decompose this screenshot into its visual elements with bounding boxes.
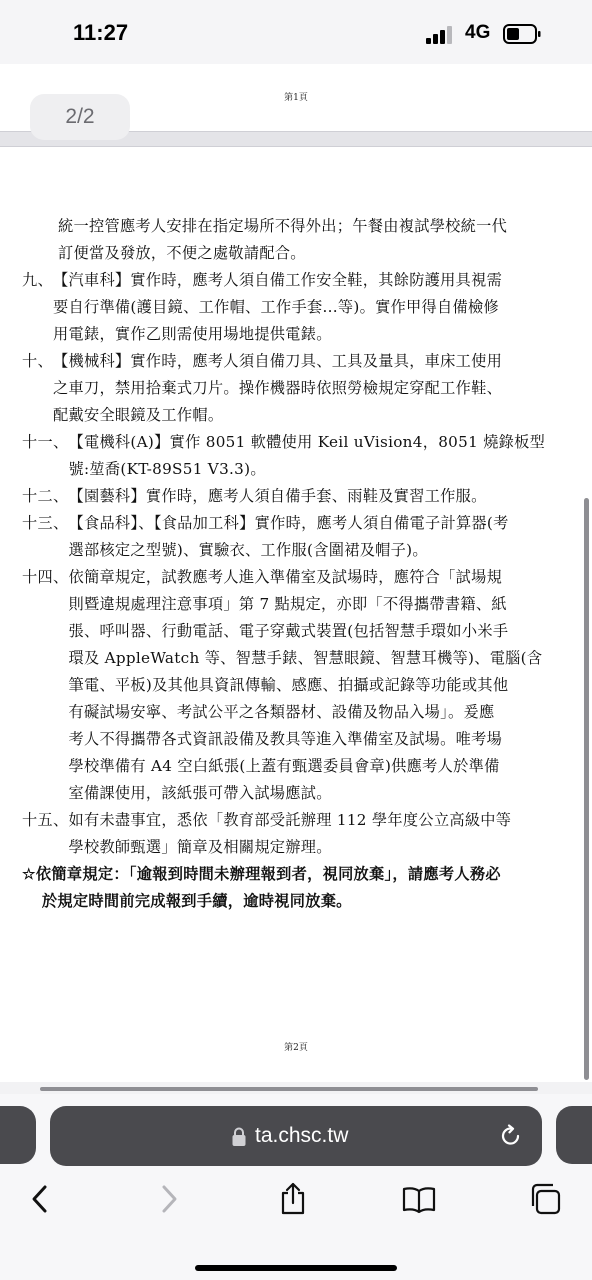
network-type: 4G [465, 22, 491, 43]
doc-line: 要自行準備(護目鏡、工作帽、工作手套...等)。實作甲得自備檢修 [52, 298, 499, 316]
doc-notice [22, 861, 574, 915]
browser-toolbar [0, 1094, 592, 1280]
doc-line: 如有未盡事宜，悉依「教育部受託辦理 112 學年度公立高級中等 [68, 811, 512, 829]
doc-item-number: 十三、 [22, 514, 69, 532]
doc-line: 之車刀，禁用拾棄式刀片。操作機器時依照勞檢規定穿配工作鞋、 [52, 379, 503, 397]
battery-icon [503, 24, 541, 44]
doc-item-number: 十二、 [22, 487, 69, 505]
doc-line: 配戴安全眼鏡及工作帽。 [52, 406, 224, 424]
share-icon[interactable] [276, 1182, 310, 1216]
url-text[interactable]: ta.chsc.tw [255, 1124, 349, 1147]
horizontal-scrollbar[interactable] [40, 1087, 538, 1091]
doc-item [22, 213, 574, 267]
doc-line: 於規定時間前完成報到手續，逾時視同放棄。 [41, 892, 352, 910]
doc-line: 用電錶，實作乙則需使用場地提供電錶。 [52, 325, 332, 343]
doc-line: 張、呼叫器、行動電話、電子穿戴式裝置(包括智慧手環如小米手 [68, 622, 509, 640]
star-mark: ☆ [22, 865, 36, 883]
doc-item-number: 十五、 [22, 811, 69, 829]
doc-item-number: 九、 [22, 271, 53, 289]
doc-item [22, 807, 574, 861]
doc-line: 則暨違規處理注意事項」第 7 點規定，亦即「不得攜帶書籍、紙 [68, 595, 507, 613]
cellular-signal-icon [426, 26, 456, 44]
doc-line: 【園藝科】實作時，應考人須自備手套、雨鞋及實習工作服。 [68, 487, 487, 505]
doc-line: 室備課使用，該紙張可帶入試場應試。 [68, 784, 332, 802]
doc-line: 【汽車科】實作時，應考人須自備工作安全鞋，其餘防護用具視需 [52, 271, 503, 289]
forward-icon[interactable] [152, 1182, 186, 1216]
doc-line: 選部核定之型號)、實驗衣、工作服(含圍裙及帽子)。 [68, 541, 428, 559]
doc-item-number: 十、 [22, 352, 53, 370]
status-time: 11:27 [73, 20, 129, 45]
bookmarks-icon[interactable] [402, 1182, 436, 1216]
doc-line: 【食品科】、【食品加工科】實作時，應考人須自備電子計算器(考 [68, 514, 509, 532]
doc-item-number: 十一、 [22, 433, 69, 451]
tabs-icon[interactable] [528, 1182, 562, 1216]
doc-item [22, 348, 574, 429]
doc-item-number: 十四、 [22, 568, 69, 586]
doc-line: 依簡章規定：「逾報到時間未辦理報到者，視同放棄」，請應考人務必 [35, 865, 501, 883]
next-tab-peek[interactable] [556, 1106, 592, 1164]
doc-item [22, 267, 574, 348]
previous-tab-peek[interactable] [0, 1106, 36, 1164]
doc-line: 號:堃喬(KT-89S51 V3.3)。 [68, 460, 266, 478]
doc-item [22, 483, 574, 510]
page-1-label: 第1頁 [284, 93, 308, 103]
doc-line: 【電機科(A)】實作 8051 軟體使用 Keil uVision4，8051 燒錄板型 [68, 433, 546, 451]
doc-line: 學校教師甄選」簡章及相關規定辦理。 [68, 838, 332, 856]
doc-item [22, 510, 574, 564]
page-2-label: 第2頁 [284, 1043, 308, 1053]
reload-icon[interactable] [498, 1123, 524, 1149]
doc-item [22, 429, 574, 483]
doc-item [22, 564, 574, 807]
doc-line: 統一控管應考人安排在指定場所不得外出；午餐由複試學校統一代 [58, 217, 508, 235]
doc-line: 依簡章規定，試教應考人進入準備室及試場時，應符合「試場規 [68, 568, 503, 586]
doc-line: 考人不得攜帶各式資訊設備及教具等進入準備室及試場。唯考場 [68, 730, 503, 748]
doc-line: 筆電、平板)及其他具資訊傳輸、感應、拍攝或記錄等功能或其他 [68, 676, 509, 694]
back-icon[interactable] [23, 1182, 57, 1216]
document-body [22, 213, 574, 915]
doc-line: 有礙試場安寧、考試公平之各類器材、設備及物品入場」。爰應 [68, 703, 495, 721]
lock-icon [231, 1127, 247, 1147]
doc-line: 環及 AppleWatch 等、智慧手錶、智慧眼鏡、智慧耳機等)、電腦(含 [68, 649, 543, 667]
doc-line: 訂便當及發放，不便之處敬請配合。 [58, 244, 306, 262]
page-indicator: 2/2 [30, 94, 130, 140]
vertical-scrollbar[interactable] [584, 498, 589, 1080]
doc-line: 學校準備有 A4 空白紙張(上蓋有甄選委員會章)供應考人於準備 [68, 757, 500, 775]
status-bar [0, 0, 592, 64]
doc-line: 【機械科】實作時，應考人須自備刀具、工具及量具，車床工使用 [52, 352, 503, 370]
home-indicator [195, 1265, 397, 1271]
